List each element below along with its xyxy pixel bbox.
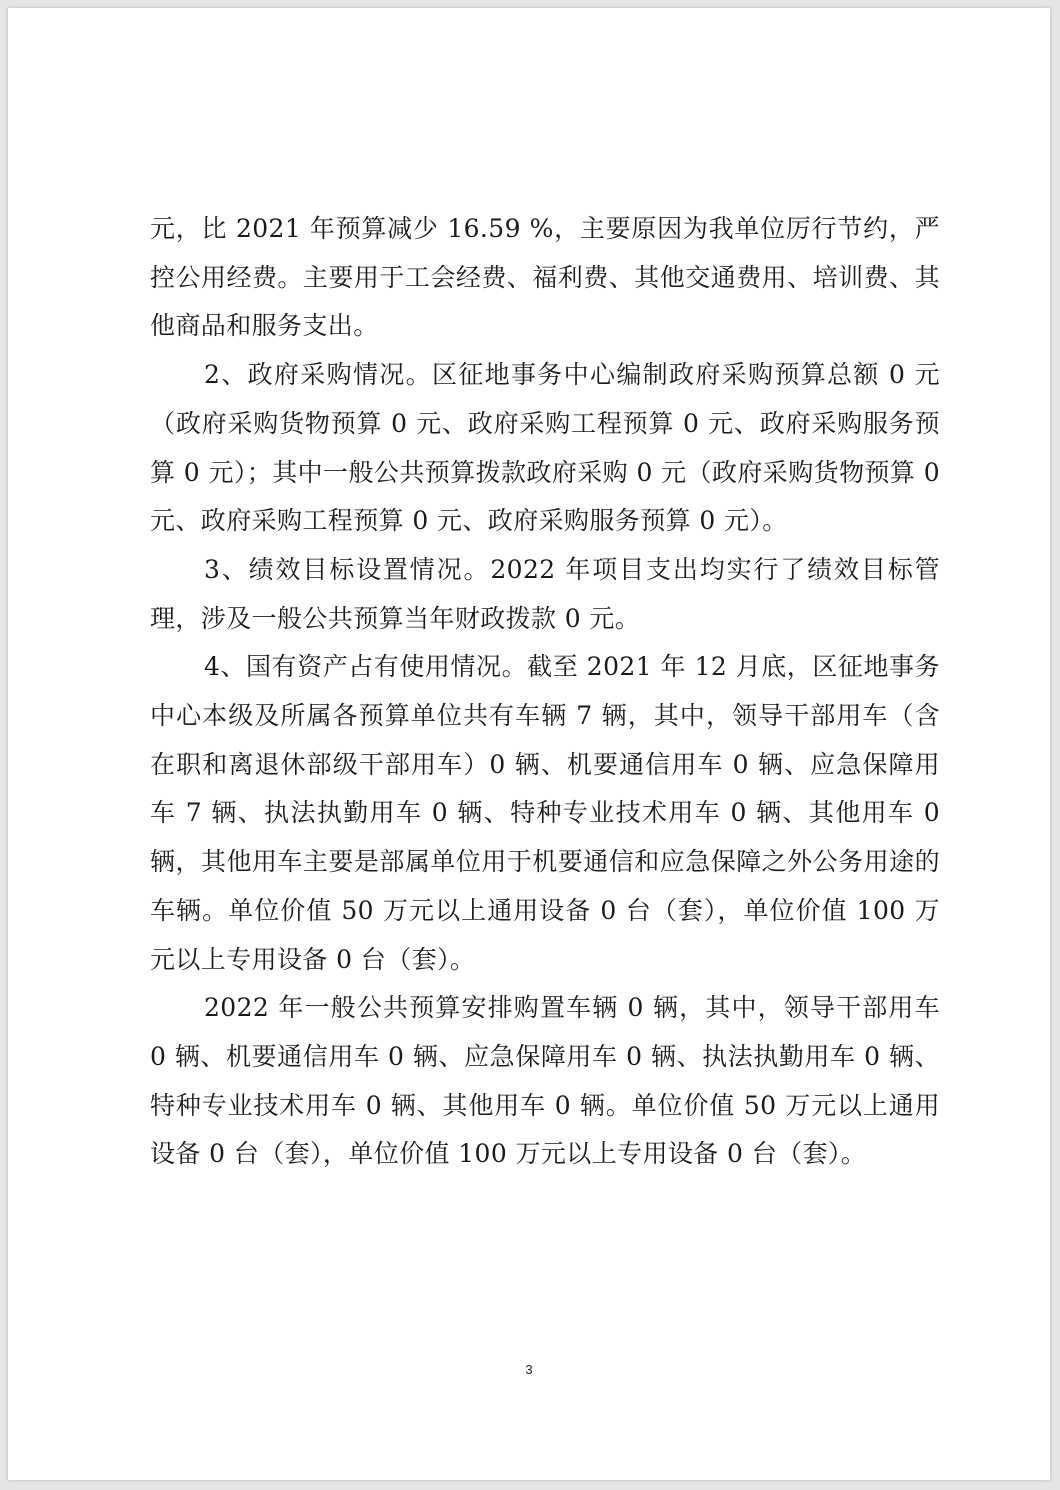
document-body <box>150 205 940 1179</box>
page-number: 3 <box>525 1362 533 1377</box>
paragraph-government-procurement: 2、政府采购情况。区征地事务中心编制政府采购预算总额 0 元（政府采购货物预算 0 元、政府采购工程预算 0 元、政府采购服务预算 0 元）；其中一般公共预算拨款政府采购 0 元（政府采购货物预算 0 元、政府采购工程预算 0 元、政府采购服务预算 0 元）。 <box>150 360 940 536</box>
paragraph-performance-targets: 3、绩效目标设置情况。2022 年项目支出均实行了绩效目标管理，涉及一般公共预算当年财政拨款 0 元。 <box>150 554 940 633</box>
paragraph-vehicle-purchase: 2022 年一般公共预算安排购置车辆 0 辆，其中，领导干部用车 0 辆、机要通信用车 0 辆、应急保障用车 0 辆、执法执勤用车 0 辆、特种专业技术用车 0 辆、其他用车 0 辆。单位价值 50 万元以上通用设备 0 台（套），单位价值 100 万元以上专用设备 0 台（套）。 <box>150 993 940 1169</box>
document-page <box>8 8 1050 1480</box>
paragraph-state-assets: 4、国有资产占有使用情况。截至 2021 年 12 月底，区征地事务中心本级及所属各预算单位共有车辆 7 辆，其中，领导干部用车（含在职和离退休部级干部用车）0 辆、机要通信用车 0 辆、应急保障用车 7 辆、执法执勤用车 0 辆、特种专业技术用车 0 辆、其他用车 0 辆，其他用车主要是部属单位用于机要通信和应急保障之外公务用途的车辆。单位价值 50 万元以上通用设备 0 台（套），单位价值 100 万元以上专用设备 0 台（套）。 <box>150 652 940 974</box>
paragraph-continuation: 元，比 2021 年预算减少 16.59 %，主要原因为我单位厉行节约，严控公用经费。主要用于工会经费、福利费、其他交通费用、培训费、其他商品和服务支出。 <box>150 214 940 341</box>
